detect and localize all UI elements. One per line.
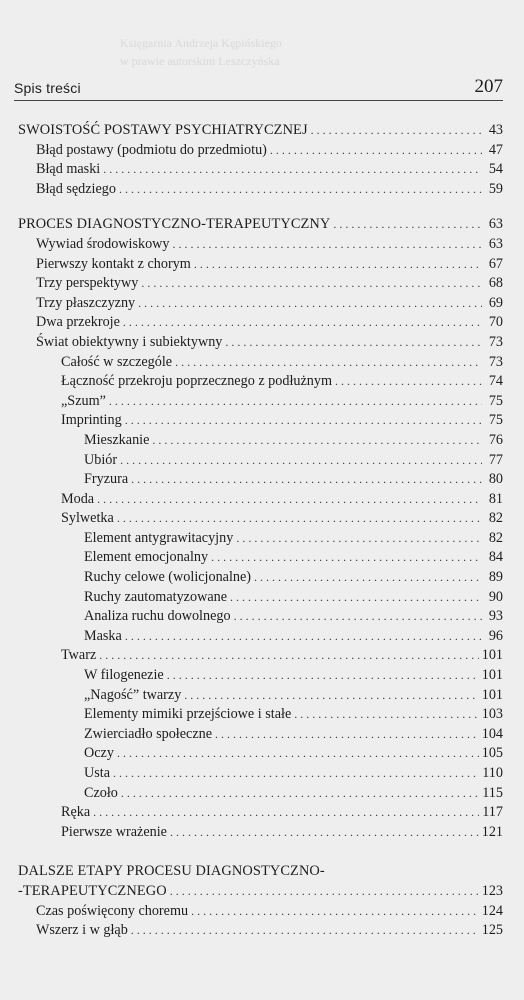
dot-leader	[175, 353, 482, 373]
toc-entry-label: Sylwetka	[61, 510, 114, 527]
dot-leader	[117, 509, 482, 529]
toc-entry-label: Ręka	[61, 804, 91, 821]
dot-leader	[234, 607, 482, 627]
toc-entry-page: 117	[482, 804, 503, 821]
toc-entry	[18, 392, 503, 412]
dot-leader	[191, 902, 479, 922]
show-through-text: w prawie autorskim Leszczyńska	[120, 54, 280, 68]
dot-leader	[131, 470, 482, 490]
toc-entry	[18, 235, 503, 255]
toc-entry-page: 73	[488, 333, 503, 350]
toc-entry-label: Dwa przekroje	[36, 314, 120, 331]
toc-entry-page: 124	[481, 902, 503, 919]
toc-entry	[18, 705, 503, 725]
toc-entry-label: Trzy perspektywy	[36, 275, 139, 292]
toc-entry-page: 96	[488, 627, 503, 644]
toc-entry	[18, 313, 503, 333]
toc-entry	[18, 294, 503, 314]
dot-leader	[99, 646, 478, 666]
toc-entry-page: 115	[482, 784, 503, 801]
dot-leader	[194, 255, 482, 275]
toc-entry	[18, 509, 503, 529]
toc-entry-page: 67	[488, 255, 503, 272]
toc-entry-page: 43	[488, 122, 503, 138]
dot-leader	[109, 392, 482, 412]
toc-entry-label: „Szum”	[61, 392, 106, 409]
toc-entry-label: Całość w szczególe	[61, 353, 173, 370]
toc-entry	[18, 627, 503, 647]
toc-entry-page: 63	[488, 235, 503, 252]
dot-leader	[97, 490, 482, 510]
toc-entry-page: 76	[488, 431, 503, 448]
toc-entry-label: Fryzura	[84, 471, 129, 488]
dot-leader	[93, 803, 479, 823]
toc-entry	[18, 333, 503, 353]
dot-leader	[141, 274, 482, 294]
toc-entry-page: 82	[488, 510, 503, 527]
toc-entry	[18, 451, 503, 471]
dot-leader	[103, 160, 482, 180]
toc-entry-page: 93	[488, 608, 503, 625]
toc-entry-page: 68	[488, 275, 503, 292]
toc-entry-page: 82	[488, 529, 503, 546]
page-header	[14, 72, 503, 101]
toc-section-entry-line1	[18, 862, 503, 882]
toc-entry-label: Czas poświęcony choremu	[36, 902, 189, 919]
toc-entry	[18, 568, 503, 588]
toc-entry-page: 75	[488, 392, 503, 409]
toc-entry-label: Elementy mimiki przejściowe i stałe	[84, 706, 292, 723]
toc-entry-page: 101	[481, 647, 503, 664]
toc-entry	[18, 255, 503, 275]
toc-entry-label: Usta	[84, 765, 111, 781]
toc-entry	[18, 588, 503, 608]
page-number: 207	[474, 76, 503, 97]
dot-leader	[173, 235, 482, 255]
dot-leader	[121, 784, 479, 804]
dot-leader	[333, 215, 482, 235]
dot-leader	[236, 529, 482, 549]
toc-entry-page: 84	[488, 549, 503, 566]
toc-entry-page: 104	[481, 725, 503, 742]
toc-entry-page: 101	[481, 667, 503, 684]
dot-leader	[125, 411, 482, 431]
toc-entry-label: Błąd postawy (podmiotu do przedmiotu)	[36, 141, 267, 158]
toc-entry-label: Czoło	[84, 784, 118, 801]
toc-entry-page: 103	[481, 706, 503, 723]
toc-entry-label: Twarz	[61, 647, 97, 664]
toc-entry-label: Pierwszy kontakt z chorym	[36, 255, 191, 272]
toc-entry-label: Pierwsze wrażenie	[61, 823, 167, 840]
toc-entry-page: 101	[481, 686, 503, 703]
dot-leader	[120, 451, 482, 471]
toc-entry-label: Zwierciadło społeczne	[84, 725, 213, 742]
toc-entry	[18, 823, 503, 843]
toc-entry	[18, 784, 503, 804]
toc-entry-label: W filogenezie	[84, 667, 164, 684]
toc-entry-page: 75	[488, 412, 503, 429]
toc-entry-label: Analiza ruchu dowolnego	[84, 608, 231, 625]
toc-entry-page: 73	[488, 353, 503, 370]
toc-entry-page: 110	[482, 765, 503, 781]
dot-leader	[117, 744, 479, 764]
toc-entry-label: Imprinting	[61, 412, 122, 429]
toc-entry	[18, 902, 503, 922]
toc-entry-page: 47	[488, 141, 503, 158]
toc-entry-label: Element emocjonalny	[84, 549, 209, 566]
toc-entry	[18, 686, 503, 706]
dot-leader	[167, 666, 479, 686]
dot-leader	[170, 882, 479, 902]
toc-entry-page: 121	[481, 823, 503, 840]
toc-entry	[18, 353, 503, 373]
toc-entry	[18, 274, 503, 294]
toc-entry-label: Wywiad środowiskowy	[36, 235, 170, 252]
toc-section-entry-line2	[18, 882, 503, 902]
toc-entry	[18, 431, 503, 451]
toc-entry-label: Oczy	[84, 745, 114, 762]
toc-entry-label: Wszerz i w głąb	[36, 922, 128, 939]
toc-entry	[18, 490, 503, 510]
toc-entry-page: 70	[488, 314, 503, 331]
dot-leader	[270, 141, 482, 161]
toc-entry	[18, 470, 503, 490]
toc-entry	[18, 803, 503, 823]
toc-entry-page: 63	[488, 216, 503, 233]
toc-entry-page: 59	[488, 180, 503, 197]
dot-leader	[170, 823, 479, 843]
toc-entry-label: Ruchy celowe (wolicjonalne)	[84, 569, 252, 586]
toc-entry-page: 77	[488, 451, 503, 468]
dot-leader	[311, 121, 482, 141]
toc-entry	[18, 607, 503, 627]
toc-entry-page: 80	[488, 471, 503, 488]
dot-leader	[184, 686, 478, 706]
toc-entry-label: Świat obiektywny i subiektywny	[36, 333, 223, 350]
dot-leader	[138, 294, 482, 314]
show-through-text: Księgarnia Andrzeja Kępińskiego	[120, 36, 282, 50]
toc-entry-page: 125	[481, 922, 503, 939]
toc-entry	[18, 744, 503, 764]
toc-entry-page: 123	[481, 882, 503, 899]
toc-entry-label: Łączność przekroju poprzecznego z podłużnym	[61, 373, 333, 390]
toc-entry	[18, 160, 503, 180]
dot-leader	[119, 180, 482, 200]
toc-entry	[18, 180, 503, 200]
dot-leader	[225, 333, 482, 353]
toc-entry-label: Mieszkanie	[84, 431, 150, 448]
toc-entry	[18, 529, 503, 549]
dot-leader	[335, 372, 482, 392]
toc-entry-label: Błąd maski	[36, 161, 101, 178]
toc-entry-label: Ubiór	[84, 451, 118, 468]
dot-leader	[215, 725, 479, 745]
dot-leader	[152, 431, 482, 451]
toc-entry	[18, 921, 503, 941]
toc-entry-label: Ruchy zautomatyzowane	[84, 588, 228, 605]
toc-entry-page: 69	[488, 294, 503, 311]
table-of-contents	[18, 121, 503, 941]
toc-entry	[18, 141, 503, 161]
toc-entry	[18, 666, 503, 686]
dot-leader	[294, 705, 478, 725]
toc-entry	[18, 548, 503, 568]
toc-entry	[18, 725, 503, 745]
dot-leader	[131, 921, 479, 941]
toc-entry-page: 105	[481, 745, 503, 762]
toc-entry-page: 89	[488, 569, 503, 586]
toc-entry-label: DALSZE ETAPY PROCESU DIAGNOSTYCZNO-	[18, 863, 325, 880]
toc-entry-label: „Nagość” twarzy	[84, 686, 182, 703]
toc-entry	[18, 764, 503, 784]
dot-leader	[211, 548, 482, 568]
toc-entry-label: SWOISTOŚĆ POSTAWY PSYCHIATRYCZNEJ	[18, 122, 308, 138]
toc-entry-label: Moda	[61, 490, 95, 507]
toc-section-entry	[18, 121, 503, 141]
toc-entry-label: PROCES DIAGNOSTYCZNO-TERAPEUTYCZNY	[18, 216, 331, 233]
toc-entry	[18, 646, 503, 666]
toc-entry-page: 54	[488, 161, 503, 178]
dot-leader	[254, 568, 482, 588]
toc-entry-page: 74	[488, 373, 503, 390]
toc-section-entry	[18, 215, 503, 235]
toc-entry	[18, 372, 503, 392]
toc-entry-label: Błąd sędziego	[36, 180, 116, 197]
toc-entry-label: -TERAPEUTYCZNEGO	[18, 882, 167, 899]
toc-entry-page: 81	[488, 490, 503, 507]
toc-entry-label: Element antygrawitacyjny	[84, 529, 234, 546]
dot-leader	[230, 588, 482, 608]
dot-leader	[123, 313, 482, 333]
toc-entry	[18, 411, 503, 431]
toc-entry-label: Maska	[84, 627, 122, 644]
toc-entry-label: Trzy płaszczyzny	[36, 294, 136, 311]
dot-leader	[125, 627, 482, 647]
dot-leader	[113, 764, 479, 784]
toc-entry-page: 90	[488, 588, 503, 605]
running-title: Spis treści	[14, 80, 81, 96]
